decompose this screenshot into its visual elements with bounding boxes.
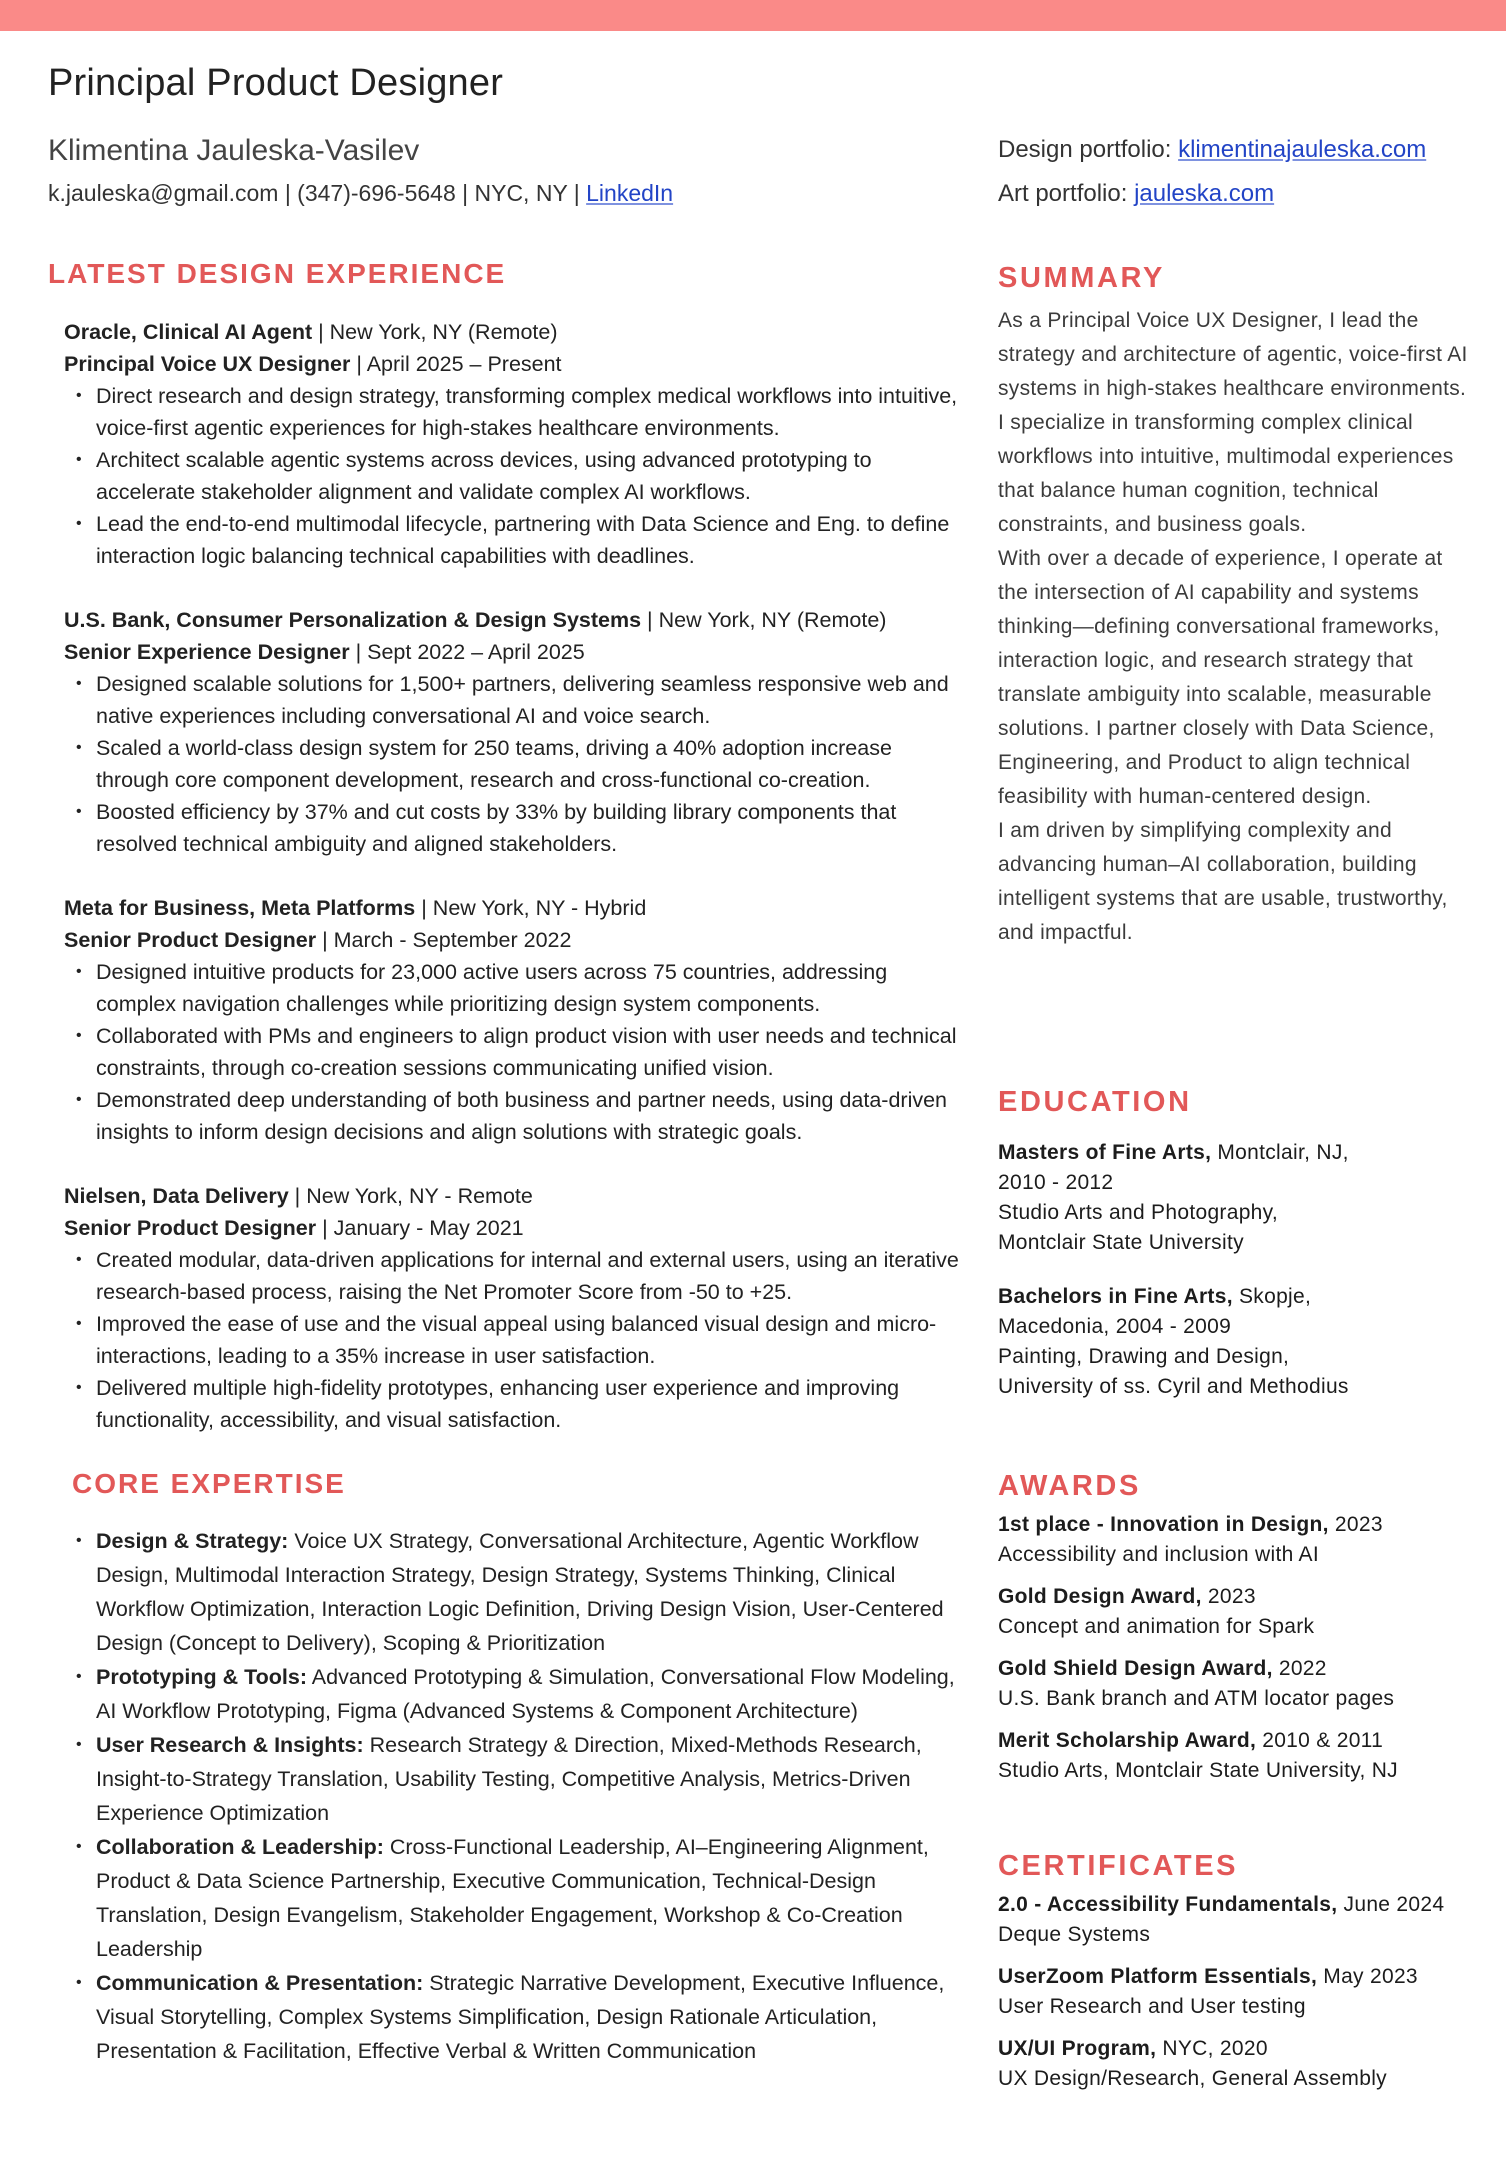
certificates-list xyxy=(998,1890,1478,2106)
top-accent-bar xyxy=(0,0,1506,31)
certificate-desc: UX Design/Research, General Assembly xyxy=(998,2067,1387,2090)
expertise-label: Collaboration & Leadership: xyxy=(96,1835,384,1859)
education-heading: EDUCATION xyxy=(998,1086,1192,1118)
candidate-name: Klimentina Jauleska-Vasilev xyxy=(48,134,420,167)
job-bullet: • Delivered multiple high-fidelity prototypes, enhancing user experience and improving functionality, accessibility, and visual satisfaction. xyxy=(64,1372,964,1436)
job-bullets xyxy=(64,1244,964,1436)
experience-heading: LATEST DESIGN EXPERIENCE xyxy=(48,258,507,289)
job-location: | New York, NY (Remote) xyxy=(641,608,887,632)
certificates-heading: CERTIFICATES xyxy=(998,1850,1239,1882)
expertise-label: Communication & Presentation: xyxy=(96,1971,424,1995)
education-dates: Macedonia, 2004 - 2009 xyxy=(998,1315,1232,1338)
job-dates: | April 2025 – Present xyxy=(350,352,562,376)
art-portfolio-link[interactable]: jauleska.com xyxy=(1134,180,1275,207)
design-portfolio-link[interactable]: klimentinajauleska.com xyxy=(1178,136,1427,163)
job-role: Senior Experience Designer xyxy=(64,640,350,664)
job-dates: | January - May 2021 xyxy=(316,1216,524,1240)
job-bullet: • Collaborated with PMs and engineers to align product vision with user needs and technical constraints, through co-creation sessions communicating unified vision. xyxy=(64,1020,964,1084)
education-place: Skopje, xyxy=(1232,1285,1312,1308)
job-location: | New York, NY (Remote) xyxy=(312,320,558,344)
job-entry xyxy=(64,1180,964,1436)
award-name: Merit Scholarship Award, xyxy=(998,1729,1257,1752)
summary-paragraph: As a Principal Voice UX Designer, I lead the strategy and architecture of agentic, voice-first AI systems in high-stakes healthcare environments. I specialize in transforming complex clinical workflows into intuitive, multimodal experiences that balance human cognition, technical constraints, and business goals. xyxy=(998,309,1468,536)
award-name: 1st place - Innovation in Design, xyxy=(998,1513,1329,1536)
job-company-line xyxy=(64,892,964,924)
award-item xyxy=(998,1654,1478,1714)
job-company-line xyxy=(64,1180,964,1212)
award-item xyxy=(998,1726,1478,1786)
expertise-text: Research Strategy & Direction, Mixed-Methods Research, Insight-to-Strategy Translation, Usability Testing, Competitive Analysis, Metrics-Driven Experience Optimization xyxy=(96,1733,922,1825)
education-place: Montclair, NJ, xyxy=(1211,1141,1349,1164)
job-role-line xyxy=(64,924,964,956)
job-location: | New York, NY - Remote xyxy=(288,1184,533,1208)
job-bullet: • Designed scalable solutions for 1,500+ partners, delivering seamless responsive web and native experiences including conversational AI and voice search. xyxy=(64,668,964,732)
certificate-desc: Deque Systems xyxy=(998,1923,1151,1946)
expertise-text: Cross-Functional Leadership, AI–Engineering Alignment, Product & Data Science Partnership, Executive Communication, Technical-Design Translation, Design Evangelism, Stakeholder Engagement, Workshop & Co-Creation Leadership xyxy=(96,1835,929,1961)
job-bullet: • Architect scalable agentic systems across devices, using advanced prototyping to accelerate stakeholder alignment and validate complex AI workflows. xyxy=(64,444,964,508)
education-list xyxy=(998,1138,1478,1426)
certificate-date: May 2023 xyxy=(1317,1965,1418,1988)
job-company-line xyxy=(64,604,964,636)
job-role-line xyxy=(64,348,964,380)
job-company-line xyxy=(64,316,964,348)
job-bullets xyxy=(64,380,964,572)
education-field: Studio Arts and Photography, xyxy=(998,1201,1279,1224)
art-portfolio-label: Art portfolio: xyxy=(998,180,1135,207)
page-title: Principal Product Designer xyxy=(48,62,504,104)
job-dates: | Sept 2022 – April 2025 xyxy=(349,640,585,664)
job-bullet: • Boosted efficiency by 37% and cut costs by 33% by building library components that resolved technical ambiguity and aligned stakeholders. xyxy=(64,796,964,860)
design-portfolio-label: Design portfolio: xyxy=(998,136,1179,163)
summary-paragraph: I am driven by simplifying complexity and advancing human–AI collaboration, building intelligent systems that are usable, trustworthy, and impactful. xyxy=(998,819,1448,944)
summary-heading: SUMMARY xyxy=(998,262,1165,294)
awards-heading: AWARDS xyxy=(998,1470,1141,1502)
job-bullet: • Direct research and design strategy, transforming complex medical workflows into intuitive, voice-first agentic experiences for high-stakes healthcare environments. xyxy=(64,380,964,444)
expertise-item xyxy=(64,1830,974,1966)
education-school: Montclair State University xyxy=(998,1231,1244,1254)
job-company: U.S. Bank, Consumer Personalization & Design Systems xyxy=(64,608,642,632)
certificate-name: UX/UI Program, xyxy=(998,2037,1157,2060)
awards-list xyxy=(998,1510,1478,1798)
award-year: 2023 xyxy=(1328,1513,1383,1536)
award-year: 2023 xyxy=(1201,1585,1256,1608)
expertise-item xyxy=(64,1966,974,2068)
job-bullet: • Improved the ease of use and the visual appeal using balanced visual design and micro-interactions, leading to a 35% increase in user satisfaction. xyxy=(64,1308,964,1372)
award-desc: Studio Arts, Montclair State University, NJ xyxy=(998,1759,1398,1782)
education-item xyxy=(998,1138,1478,1258)
award-year: 2022 xyxy=(1272,1657,1327,1680)
certificate-date: NYC, 2020 xyxy=(1156,2037,1268,2060)
job-company: Nielsen, Data Delivery xyxy=(64,1184,289,1208)
job-location: | New York, NY - Hybrid xyxy=(415,896,647,920)
award-item xyxy=(998,1510,1478,1570)
job-role: Senior Product Designer xyxy=(64,1216,317,1240)
art-portfolio xyxy=(998,180,1274,208)
job-bullet: • Demonstrated deep understanding of both business and partner needs, using data-driven insights to inform design decisions and align solutions with strategic goals. xyxy=(64,1084,964,1148)
certificate-item xyxy=(998,2034,1478,2094)
job-role-line xyxy=(64,636,964,668)
expertise-item xyxy=(64,1660,974,1728)
job-entry xyxy=(64,316,964,572)
certificate-item xyxy=(998,1962,1478,2022)
certificate-desc: User Research and User testing xyxy=(998,1995,1306,2018)
expertise-list xyxy=(64,1524,974,2068)
education-school: University of ss. Cyril and Methodius xyxy=(998,1375,1349,1398)
job-bullet: • Scaled a world-class design system for 250 teams, driving a 40% adoption increase through core component development, research and cross-functional co-creation. xyxy=(64,732,964,796)
award-desc: Concept and animation for Spark xyxy=(998,1615,1315,1638)
job-role: Principal Voice UX Designer xyxy=(64,352,351,376)
certificate-name: 2.0 - Accessibility Fundamentals, xyxy=(998,1893,1338,1916)
contact-line xyxy=(48,180,673,207)
expertise-heading: CORE EXPERTISE xyxy=(72,1468,346,1499)
design-portfolio xyxy=(998,136,1426,164)
award-year: 2010 & 2011 xyxy=(1256,1729,1384,1752)
expertise-text: Strategic Narrative Development, Executive Influence, Visual Storytelling, Complex Systems Simplification, Design Rationale Articulation, Presentation & Facilitation, Effective Verbal & Written Communication xyxy=(96,1971,945,2063)
job-entry xyxy=(64,892,964,1148)
job-bullet: • Designed intuitive products for 23,000 active users across 75 countries, addressing complex navigation challenges while prioritizing design system components. xyxy=(64,956,964,1020)
education-field: Painting, Drawing and Design, xyxy=(998,1345,1290,1368)
summary-paragraph: With over a decade of experience, I operate at the intersection of AI capability and systems thinking—defining conversational frameworks, interaction logic, and research strategy that translate ambiguity into scalable, measurable solutions. I partner closely with Data Science, Engineering, and Product to align technical feasibility with human-centered design. xyxy=(998,547,1443,808)
award-desc: U.S. Bank branch and ATM locator pages xyxy=(998,1687,1395,1710)
job-role: Senior Product Designer xyxy=(64,928,317,952)
linkedin-link[interactable]: LinkedIn xyxy=(586,180,674,206)
expertise-item xyxy=(64,1524,974,1660)
expertise-text: Advanced Prototyping & Simulation, Conversational Flow Modeling, AI Workflow Prototyping, Figma (Advanced Systems & Component Architecture) xyxy=(96,1665,955,1723)
award-name: Gold Shield Design Award, xyxy=(998,1657,1273,1680)
job-bullets xyxy=(64,668,964,860)
education-degree: Bachelors in Fine Arts, xyxy=(998,1285,1233,1308)
contact-info: k.jauleska@gmail.com | (347)-696-5648 | NYC, NY | xyxy=(48,180,587,206)
expertise-text: Voice UX Strategy, Conversational Architecture, Agentic Workflow Design, Multimodal Interaction Strategy, Design Strategy, Systems Thinking, Clinical Workflow Optimization, Interaction Logic Definition, Driving Design Vision, User-Centered Design (Concept to Delivery), Scoping & Prioritization xyxy=(96,1529,944,1655)
job-bullet: • Lead the end-to-end multimodal lifecycle, partnering with Data Science and Eng. to define interaction logic balancing technical capabilities with deadlines. xyxy=(64,508,964,572)
education-degree: Masters of Fine Arts, xyxy=(998,1141,1212,1164)
job-bullet: • Created modular, data-driven applications for internal and external users, using an iterative research-based process, raising the Net Promoter Score from -50 to +25. xyxy=(64,1244,964,1308)
education-item xyxy=(998,1282,1478,1402)
award-desc: Accessibility and inclusion with AI xyxy=(998,1543,1319,1566)
expertise-label: Design & Strategy: xyxy=(96,1529,289,1553)
education-dates: 2010 - 2012 xyxy=(998,1171,1114,1194)
certificate-name: UserZoom Platform Essentials, xyxy=(998,1965,1318,1988)
job-bullets xyxy=(64,956,964,1148)
job-role-line xyxy=(64,1212,964,1244)
job-company: Meta for Business, Meta Platforms xyxy=(64,896,416,920)
expertise-item xyxy=(64,1728,974,1830)
certificate-date: June 2024 xyxy=(1337,1893,1445,1916)
expertise-label: User Research & Insights: xyxy=(96,1733,364,1757)
job-entry xyxy=(64,604,964,860)
summary-text xyxy=(998,304,1468,950)
certificate-item xyxy=(998,1890,1478,1950)
job-dates: | March - September 2022 xyxy=(316,928,572,952)
job-company: Oracle, Clinical AI Agent xyxy=(64,320,313,344)
award-name: Gold Design Award, xyxy=(998,1585,1202,1608)
expertise-label: Prototyping & Tools: xyxy=(96,1665,307,1689)
award-item xyxy=(998,1582,1478,1642)
